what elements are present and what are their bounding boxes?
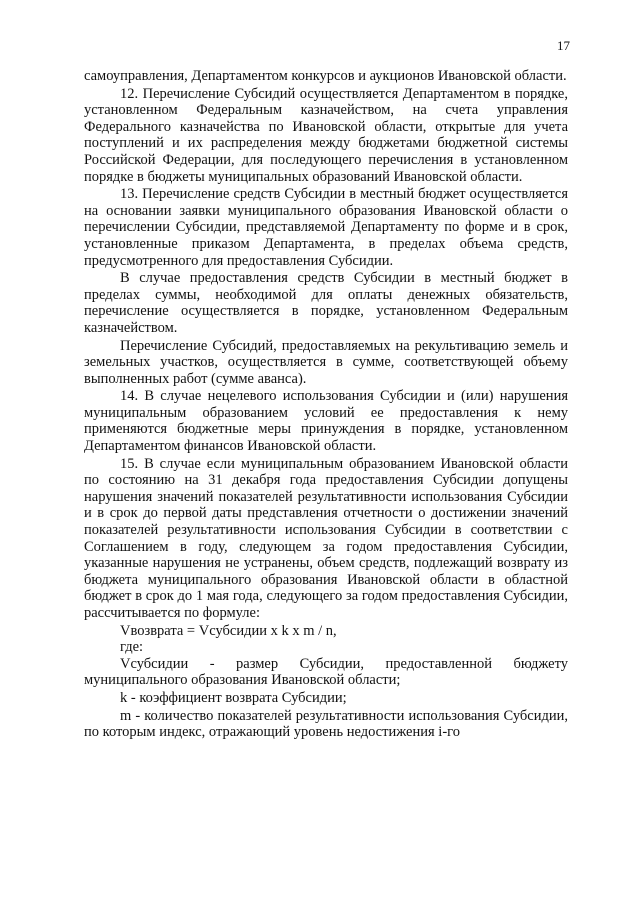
definition-v-subsidy: Vсубсидии - размер Субсидии, предоставленной бюджету муниципального образования Ивановской области; — [84, 655, 568, 689]
paragraph-12: 12. Перечисление Субсидий осуществляется Департаментом в порядке, установленном Федеральным казначейством, на счета управления Федерального казначейства по Ивановской области, открытые для учета поступлений и их распределения между бюджетами бюджетной системы Российской Федерации, для последующего перечисления в установленном порядке в бюджеты муниципальных образований Ивановской области. — [84, 85, 568, 185]
paragraph-13-recultivation: Перечисление Субсидий, предоставляемых на рекультивацию земель и земельных участков, осуществляется в сумме, соответствующей объему выполненных работ (сумме аванса). — [84, 337, 568, 387]
paragraph-13-local-budget: В случае предоставления средств Субсидии в местный бюджет в пределах суммы, необходимой для оплаты денежных обязательств, перечисление осуществляется в порядке, установленном Федеральным казначейством. — [84, 270, 568, 336]
paragraph-continuation: самоуправления, Департаментом конкурсов и аукционов Ивановской области. — [84, 68, 567, 84]
page-number: 17 — [557, 38, 570, 53]
paragraph-13: 13. Перечисление средств Субсидии в местный бюджет осуществляется на основании заявки муниципального образования Ивановской области о перечислении Субсидии, представляемой Департаменту по форме и в срок, установленные приказом Департамента, в пределах объема средств, предусмотренного для предоставления Субсидии. — [84, 186, 568, 269]
definition-m: m - количество показателей результативности использования Субсидии, по которым индекс, отражающий уровень недостижения i-го — [84, 707, 568, 741]
document-body — [84, 68, 568, 742]
paragraph-15: 15. В случае если муниципальным образованием Ивановской области по состоянию на 31 декабря года предоставления Субсидии допущены нарушения значений показателей результативности использования Субсидии и в срок до первой даты представления отчетности о достижении значений показателей результативности использования Субсидии в соответствии с Соглашением в году, следующем за годом предоставления Субсидии, указанные нарушения не устранены, объем средств, подлежащий возврату из бюджета муниципального образования Ивановской области в областной бюджет в срок до 1 мая года, следующего за годом предоставления Субсидии, рассчитывается по формуле: — [84, 455, 568, 621]
definition-k: k - коэффициент возврата Субсидии; — [120, 689, 347, 706]
paragraph-14: 14. В случае нецелевого использования Субсидии и (или) нарушения муниципальным образованием условий ее предоставления к нему применяются бюджетные меры принуждения в порядке, установленном Департаментом финансов Ивановской области. — [84, 388, 568, 455]
formula: Vвозврата = Vсубсидии x k x m / n, — [120, 622, 337, 639]
where-label: где: — [120, 639, 144, 656]
